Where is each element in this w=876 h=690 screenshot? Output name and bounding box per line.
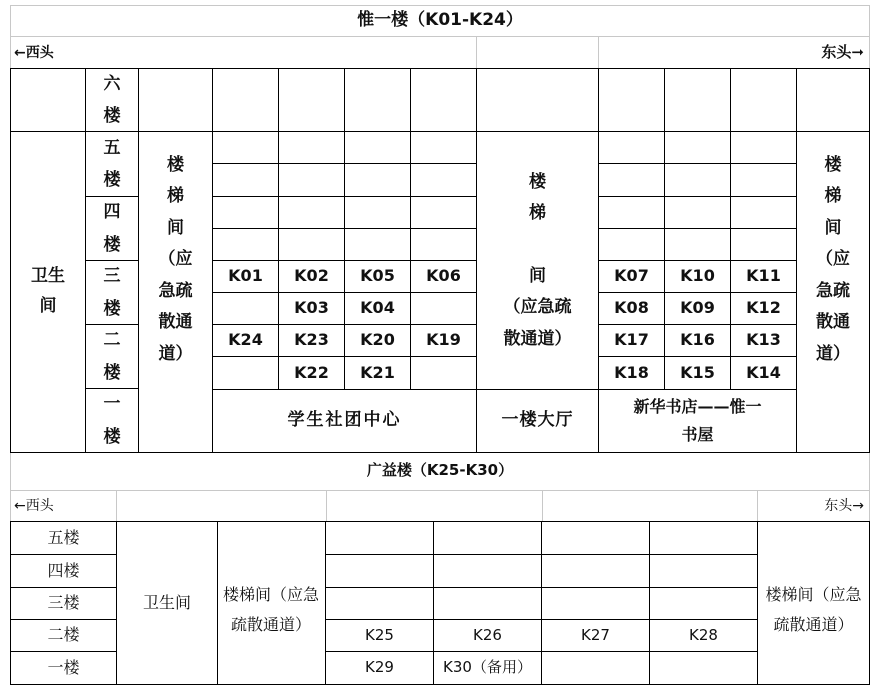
booth-k18: K18 xyxy=(614,362,649,382)
booth-k11: K11 xyxy=(746,266,781,286)
bottom-floor-label-1: 一楼 xyxy=(47,657,80,677)
stair-label-line: 道） xyxy=(816,343,850,364)
stair-label-line: 散通道） xyxy=(503,328,572,349)
stair-label-line: 急疏 xyxy=(158,280,193,301)
floor-label-4: 四 楼 xyxy=(103,202,121,255)
stair-label-line: 间 xyxy=(167,217,184,238)
stair-label-line: 楼 xyxy=(824,154,842,175)
booth-k06: K06 xyxy=(426,266,461,286)
bottom-restroom-label: 卫生间 xyxy=(142,592,191,612)
booth-k19: K19 xyxy=(426,330,461,350)
bottom-east-label: 东头→ xyxy=(824,497,864,514)
booth-k03: K03 xyxy=(294,298,329,318)
bottom-floor-label-4: 四楼 xyxy=(47,560,80,580)
booth-k09: K09 xyxy=(680,298,715,318)
top-building-title: 惟一楼（K01-K24） xyxy=(357,10,523,31)
stair-east-label xyxy=(797,110,869,410)
booth-k15: K15 xyxy=(680,362,715,382)
booth-k22: K22 xyxy=(294,362,329,382)
floor-label-2: 二 楼 xyxy=(103,330,121,383)
booth-k04: K04 xyxy=(360,298,395,318)
booth-k24: K24 xyxy=(228,330,263,350)
booth-k12: K12 xyxy=(746,298,781,318)
booth-k26: K26 xyxy=(473,625,502,644)
floor-label-1: 一 楼 xyxy=(103,394,121,447)
stair-label-line: 间 xyxy=(824,217,842,238)
bottom-floor-label-2: 二楼 xyxy=(47,625,80,645)
stair-label-line: 急疏 xyxy=(816,280,850,301)
booth-k14: K14 xyxy=(746,362,781,382)
stair-label-line: 梯 xyxy=(824,186,842,207)
restroom-label: 卫生 间 xyxy=(31,266,65,316)
booth-k02: K02 xyxy=(294,266,329,286)
floor-label-5: 五 楼 xyxy=(103,137,121,190)
booth-k10: K10 xyxy=(680,266,715,286)
stair-label-line: 梯 xyxy=(529,203,546,224)
stair-mid-label xyxy=(477,146,598,376)
booth-k13: K13 xyxy=(746,330,781,350)
booth-k27: K27 xyxy=(581,625,610,644)
stair-label-line xyxy=(535,230,541,261)
booth-k01: K01 xyxy=(228,266,263,286)
stair-label-line: 楼 xyxy=(529,171,546,192)
booth-k07: K07 xyxy=(614,266,649,286)
booth-k08: K08 xyxy=(614,298,649,318)
top-west-label: ←西头 xyxy=(14,44,54,61)
bottom-floor-label-5: 五楼 xyxy=(47,527,80,547)
floor-label-3: 三 楼 xyxy=(103,266,121,319)
student-club-center: 学生社团中心 xyxy=(287,410,402,431)
booth-k21: K21 xyxy=(360,362,395,382)
bookstore: 新华书店——惟一 书屋 xyxy=(633,397,762,444)
floor-label-6: 六 楼 xyxy=(103,73,121,126)
bottom-west-label: ←西头 xyxy=(14,497,54,514)
bottom-floor-label-3: 三楼 xyxy=(47,593,80,613)
booth-k30: K30（备用） xyxy=(443,658,532,677)
stair-label-line: 散通 xyxy=(816,312,850,333)
booth-k28: K28 xyxy=(689,625,718,644)
booth-k29: K29 xyxy=(365,658,394,677)
booth-k23: K23 xyxy=(294,330,329,350)
stair-west-label xyxy=(139,110,212,410)
stair-label-line: 道） xyxy=(158,343,193,364)
booth-k25: K25 xyxy=(365,625,394,644)
stair-label-line: 散通 xyxy=(158,312,193,333)
booth-k17: K17 xyxy=(614,330,649,350)
stair-label-line: （应 xyxy=(816,249,850,270)
stair-label-line: （应急疏 xyxy=(503,297,572,318)
stair-label-line: 梯 xyxy=(167,186,184,207)
bottom-stair-right-label: 楼梯间（应急疏散通道） xyxy=(765,584,862,634)
bottom-stair-left-label: 楼梯间（应急疏散通道） xyxy=(222,584,319,634)
stair-label-line: 楼 xyxy=(167,154,184,175)
stair-label-line: 间 xyxy=(529,266,546,286)
booth-k16: K16 xyxy=(680,330,715,350)
booth-k05: K05 xyxy=(360,266,395,286)
bottom-building-title: 广益楼（K25-K30） xyxy=(366,461,514,480)
top-east-label: 东头➞ xyxy=(821,43,864,62)
stair-label-line: （应 xyxy=(158,249,193,270)
booth-k20: K20 xyxy=(360,330,395,350)
first-floor-lobby: 一楼大厅 xyxy=(501,410,574,431)
